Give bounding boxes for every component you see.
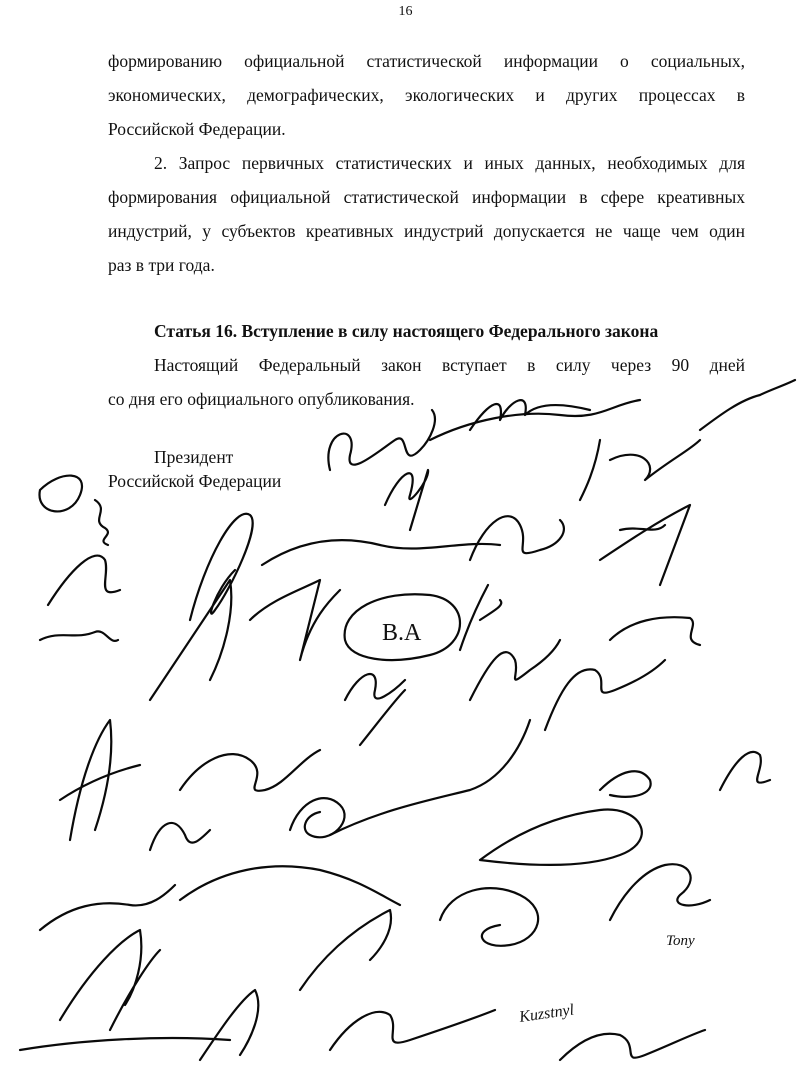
- signature-scribble: [180, 750, 320, 791]
- signer-title: Президент: [154, 447, 234, 467]
- signature-scribble: [610, 864, 710, 920]
- signature-scribble: [600, 505, 690, 585]
- signature-scribble: [300, 910, 391, 990]
- signer-block: [108, 445, 281, 493]
- signature-scribble: [150, 823, 210, 850]
- text-line: со дня его официального опубликования.: [108, 389, 415, 409]
- signature-scribble: [345, 594, 460, 660]
- signature-scribble: [190, 514, 253, 620]
- signature-scribble: [720, 752, 770, 790]
- signature-scribble: [600, 771, 651, 797]
- signature-scribble: [150, 580, 340, 700]
- paragraph-1: [108, 44, 745, 146]
- signature-scribble: [290, 798, 345, 837]
- signer-country: Российской Федерации: [108, 471, 282, 491]
- signature-scribble: [330, 1010, 495, 1050]
- signature-scribble: [200, 990, 258, 1060]
- signature-scribble: [460, 585, 501, 650]
- signature-scribble: [180, 866, 400, 905]
- signature-scribble: [580, 440, 700, 500]
- signature-scribble: [545, 660, 665, 730]
- article-paragraph: [108, 348, 745, 416]
- signature-scribble: [470, 516, 564, 560]
- signature-scribble: [480, 810, 642, 865]
- signature-scribble: [20, 1038, 230, 1050]
- signature-scribble: [60, 930, 160, 1030]
- signature-initials: [382, 620, 422, 646]
- text-line: Настоящий Федеральный закон вступает в силу через 90 дней: [154, 355, 745, 375]
- handwritten-word: Tony: [666, 933, 695, 949]
- text-line: 2. Запрос первичных статистических и иных данных, необходимых для: [154, 153, 745, 173]
- signature-scribble: [40, 476, 108, 545]
- text-line: экономических, демографических, экологических и других процессах в: [108, 85, 745, 105]
- signature-scribble: [470, 640, 560, 700]
- signature-scribble: [40, 556, 120, 641]
- signature-scribble: [345, 674, 405, 745]
- handwritten-word: Kuzstnyl: [518, 1001, 576, 1026]
- signature-scribble: [330, 720, 530, 835]
- signature-scribble: [560, 1030, 705, 1060]
- text-line: формирования официальной статистической информации в сфере креативных: [108, 187, 745, 207]
- article-heading: Статья 16. Вступление в силу настоящего Федерального закона: [154, 321, 659, 341]
- signature-scribble: [440, 888, 538, 946]
- text-line: формированию официальной статистической информации о социальных,: [108, 51, 745, 71]
- signature-scribble: [385, 470, 428, 530]
- signature-scribble: [328, 410, 435, 470]
- signature-scribble: [40, 885, 175, 930]
- text-line: индустрий, у субъектов креативных индустрий допускается не чаще чем один: [108, 221, 745, 241]
- stamp-text: В.А: [382, 620, 422, 646]
- signature-scribble: [610, 617, 700, 645]
- signature-scribble: [60, 720, 140, 840]
- paragraph-2: [108, 146, 745, 282]
- text-line: раз в три года.: [108, 255, 215, 275]
- signature-scribble: [262, 540, 500, 565]
- page-number: 16: [398, 4, 413, 19]
- text-line: Российской Федерации.: [108, 119, 286, 139]
